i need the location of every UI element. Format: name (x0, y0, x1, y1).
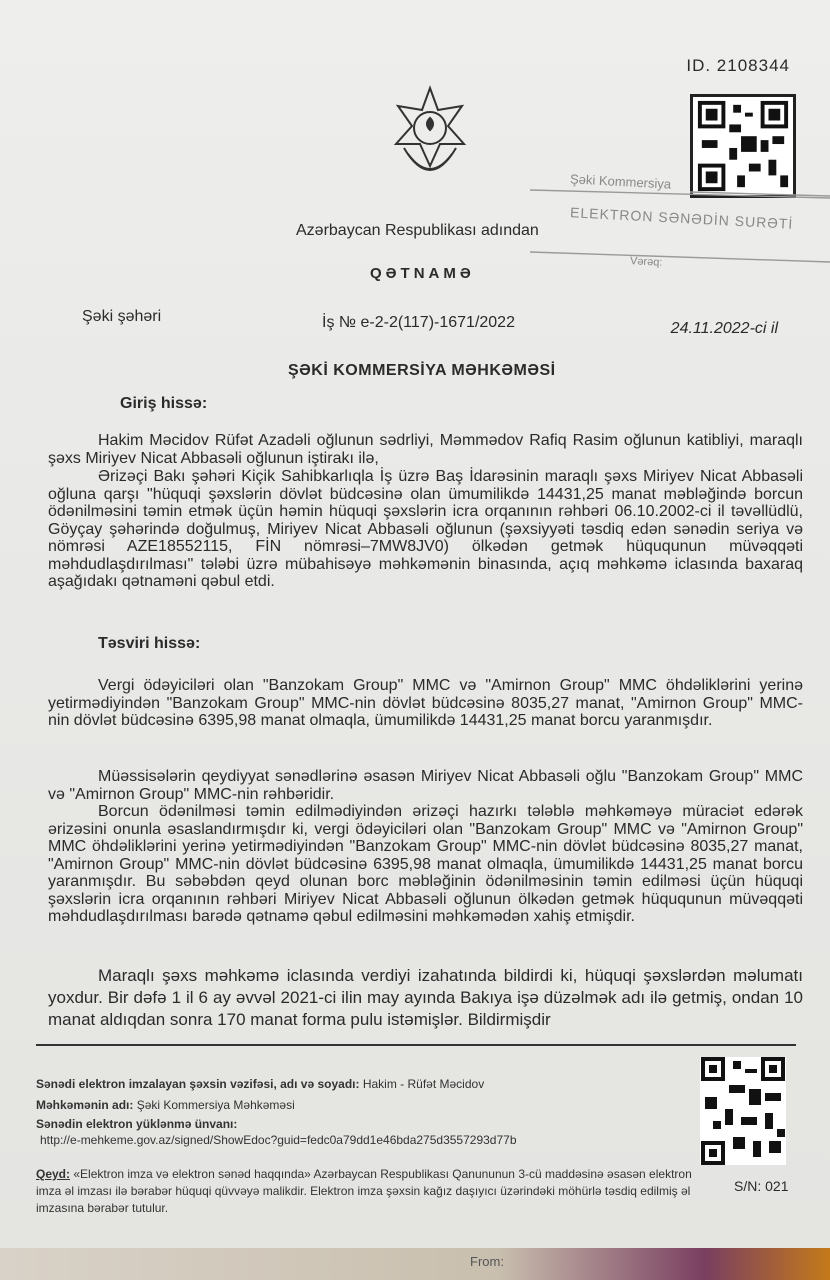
background-surface (0, 1248, 830, 1280)
footer-signer: Sənədi elektron imzalayan şəxsin vəzifəsi, adı və soyadı: Hakim - Rüfət Məcidov (36, 1077, 485, 1091)
description-paragraph-2: Müəssisələrin qeydiyyat sənədlərinə əsasən Miriyev Nicat Abbasəli oğlu "Banzokam Group" MMC və "Amirnon Group" MMC-nin rəhbəridir. (48, 768, 803, 803)
document-id: ID. 2108344 (686, 56, 790, 75)
intro-section-label: Giriş hissə: (120, 395, 208, 412)
city: Şəki şəhəri (82, 308, 162, 325)
stamp-title: ELEKTRON SƏNƏDİN SURƏTİ (569, 204, 794, 232)
from-label: From: (470, 1254, 504, 1269)
intro-paragraph-2: Ərizəçi Bakı şəhəri Kiçik Sahibkarlıqla İş üzrə Baş İdarəsinin maraqlı şəxs Miriyev Nicat Abbasəli oğluna qarşı "hüquqi şəxslərin dövlət büdcəsinə olan ümumilikdə 14431,25 manat məbləğində borcun ödənilməsini təmin etmək üçün həmin hüquqi şəxslərin icra orqanının rəhbəri 06.10.2002-ci il təvəllüdlü, Göyçay şəhərində doğulmuş, Miriyev Nicat Abbasəli oğlunun (şəxsiyyəti təsdiq edən sənədin seriya və nömrəsi AZE18552115, FİN nömrəsi–7MW8JV0) ölkədən getmək hüququnun müvəqqəti məhdudlaşdırılması" tələbi üzrə mübahisəyə məhkəmənin binasında, açıq məhkəmə iclasında baxaraq aşağıdakı qətnaməni qəbul etdi. (48, 468, 803, 590)
footer-url-label: Sənədin elektron yüklənmə ünvanı: (36, 1117, 238, 1131)
footer-court: Məhkəmənin adı: Şəki Kommersiya Məhkəməsi (36, 1098, 295, 1112)
footer-divider (36, 1044, 796, 1046)
description-paragraph-3: Borcun ödənilməsi təmin edilmədiyindən ərizəçi hazırkı tələblə məhkəməyə müraciət edərək ərizəsini onunla əsaslandırmışdır ki, vergi ödəyiciləri olan "Banzokam Group" MMC və "Amirnon Group" MMC öhdəliklərini yerinə yetirmədiyindən "Banzokam Group" MMC-nin dövlət büdcəsinə 8035,27 manat, "Amirnon Group" MMC-nin dövlət büdcəsinə 6395,98 manat olmaqla, ümumilikdə 14431,25 manat borcu yaranmışdır. Bu səbəbdən qeyd olunan borc məbləğinin ödənilməsinin təmin edilməsi üçün hüquqi şəxslərin icra orqanının rəhbəri Miriyev Nicat Abbasəli oğlunun ölkədən getmək hüququnun müvəqqəti məhdudlaşdırılması barədə qətnamə qəbul edilməsini məhkəmədən xahiş etmişdir. (48, 803, 803, 925)
stamp-court-name: Şəki Kommersiya (569, 171, 672, 192)
document-title: QƏTNAMƏ (370, 265, 475, 282)
description-paragraph-4: Maraqlı şəxs məhkəmə iclasında verdiyi izahatında bildirdi ki, hüquqi şəxslərdən məlumatı yoxdur. Bir dəfə 1 il 6 ay əvvəl 2021-ci ilin may ayında Bakıya işə düzəlmək adı ilə getmiş, ondan 10 manat aldıqdan sonra 170 manat forma pulu istəmişlər. Bildirmişdir (48, 966, 803, 1029)
case-number: İş № e-2-2(117)-1671/2022 (322, 314, 515, 331)
court-name: ŞƏKİ KOMMERSİYA MƏHKƏMƏSİ (288, 362, 556, 379)
description-section-label: Təsviri hissə: (98, 635, 201, 652)
stamp-sheet: Vərəq: (629, 255, 663, 269)
footer-note: Qeyd: «Elektron imza və elektron sənəd haqqında» Azərbaycan Respublikası Qanununun 3-cü maddəsinə əsasən elektron imza əl imzası ilə bərabər hüquqi qüvvəyə malikdir. Elektron imza şəxsin kağız daşıyıcı üzərindəki möhürlə təsdiq edilmiş əl imzasına bərabər tutulur. (36, 1167, 692, 1215)
description-paragraph-1: Vergi ödəyiciləri olan "Banzokam Group" MMC və "Amirnon Group" MMC öhdəliklərini yerinə yetirmədiyindən "Banzokam Group" MMC-nin dövlət büdcəsinə 8035,27 manat, "Amirnon Group" MMC-nin dövlət büdcəsinə 6395,98 manat olmaqla, ümumilikdə 14431,25 manat borcu yaranmışdır. (48, 677, 803, 729)
serial-number: S/N: 021 (734, 1178, 789, 1194)
country-heading: Azərbaycan Respublikası adından (296, 222, 539, 239)
footer-url-link[interactable]: http://e-mehkeme.gov.az/signed/ShowEdoc?guid=fedc0a79dd1e46bda275d3557293d77b (40, 1133, 517, 1147)
intro-paragraph-1: Hakim Məcidov Rüfət Azadəli oğlunun sədrliyi, Məmmədov Rafiq Rasim oğlunun katibliyi, maraqlı şəxs Miriyev Nicat Abbasəli oğlunun iştirakı ilə, (48, 432, 803, 467)
document-date: 24.11.2022-ci il (670, 320, 778, 337)
qr-code-bottom-icon (700, 1057, 786, 1165)
state-emblem-icon (388, 84, 472, 192)
